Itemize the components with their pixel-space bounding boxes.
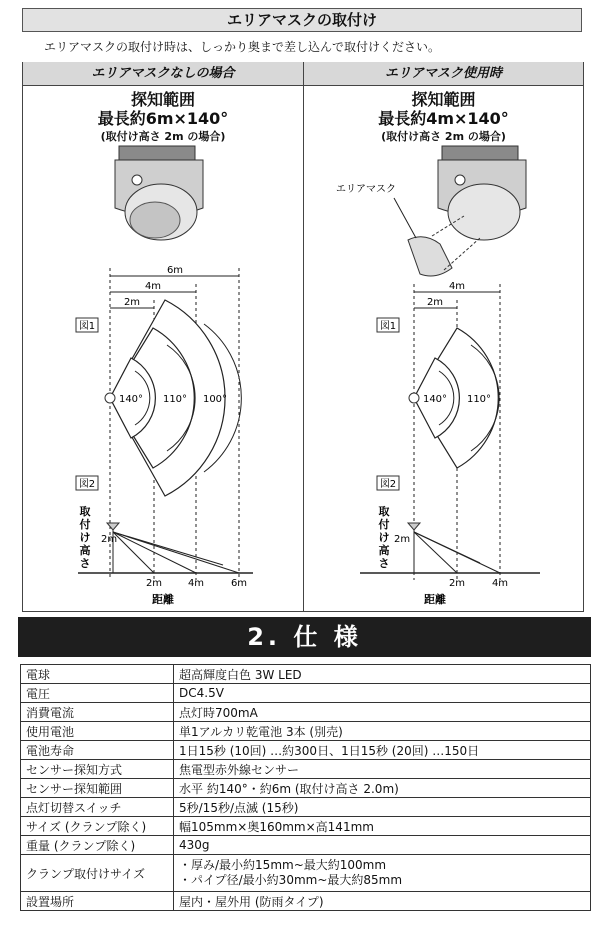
dim-6m: 6m	[166, 265, 184, 276]
svg-text:け: け	[378, 531, 390, 544]
right-detection-diagram	[304, 140, 583, 610]
panel-left-header: エリアマスクなしの場合	[23, 62, 303, 86]
spec-label: 消費電流	[21, 703, 174, 722]
left-range-note: (取付け高さ 2m の場合)	[100, 130, 226, 143]
angle-140: 140°	[118, 394, 144, 405]
specs-title: 2. 仕 様	[18, 617, 591, 657]
spec-row-battery	[21, 722, 591, 741]
sensor-origin-dot	[409, 393, 419, 403]
tick-2m: 2m	[448, 578, 466, 589]
spec-label: クランプ取付けサイズ	[21, 855, 174, 892]
angle-140: 140°	[422, 394, 448, 405]
spec-label: センサー探知範囲	[21, 779, 174, 798]
tick-4m: 4m	[491, 578, 509, 589]
svg-text:高: 高	[79, 544, 91, 557]
mask-label: エリアマスク	[336, 184, 396, 195]
dim-2m: 2m	[123, 297, 141, 308]
dim-4m: 4m	[144, 281, 162, 292]
spec-value: 点灯時700mA	[174, 703, 591, 722]
spec-value: 屋内・屋外用 (防雨タイプ)	[174, 892, 591, 911]
right-range-title-line1: 探知範囲	[411, 90, 476, 109]
spec-value	[174, 855, 591, 892]
angle-110: 110°	[466, 394, 492, 405]
specs-table	[20, 664, 591, 911]
spec-row-bulb	[21, 665, 591, 684]
sensor-origin-dot	[105, 393, 115, 403]
spec-row-current	[21, 703, 591, 722]
spec-label: 電圧	[21, 684, 174, 703]
panel-right-header: エリアマスク使用時	[304, 62, 583, 86]
dim-4m: 4m	[448, 281, 466, 292]
spec-row-clamp	[21, 855, 591, 892]
spec-label: センサー探知方式	[21, 760, 174, 779]
spec-label: 使用電池	[21, 722, 174, 741]
spec-label: サイズ (クランプ除く)	[21, 817, 174, 836]
svg-text:取: 取	[378, 505, 390, 518]
sensor-side-icon	[107, 523, 119, 530]
height-label	[80, 504, 92, 570]
right-range-title-line2: 最長約4m×140°	[378, 109, 509, 128]
left-detection-diagram	[23, 140, 303, 610]
spec-value: 水平 約140°・約6m (取付け高さ 2.0m)	[174, 779, 591, 798]
spec-row-weight	[21, 836, 591, 855]
angle-110: 110°	[162, 394, 188, 405]
tick-4m: 4m	[187, 578, 205, 589]
distance-label: 距離	[424, 593, 446, 606]
fig2-label: 図2	[379, 479, 397, 490]
spec-row-voltage	[21, 684, 591, 703]
fig2-label: 図2	[78, 479, 96, 490]
spec-row-switch	[21, 798, 591, 817]
tick-6m: 6m	[230, 578, 248, 589]
area-mask-part	[408, 237, 452, 276]
intro-text: エリアマスクの取付け時は、しっかり奥まで差し込んで取付けください。	[44, 40, 441, 54]
spec-value-line: ・厚み/最小約15mm~最大約100mm	[179, 858, 387, 872]
spec-row-sensor-type	[21, 760, 591, 779]
svg-text:高: 高	[378, 544, 390, 557]
spec-value: 焦電型赤外線センサー	[174, 760, 591, 779]
svg-text:さ: さ	[378, 557, 390, 570]
left-range-title-line1: 探知範囲	[130, 90, 195, 109]
height-value: 2m	[101, 534, 118, 545]
fig1-label: 図1	[78, 321, 96, 332]
section-title: エリアマスクの取付け	[22, 8, 582, 32]
spec-value-line: ・パイプ径/最小約30mm~最大約85mm	[179, 873, 403, 887]
spec-label: 点灯切替スイッチ	[21, 798, 174, 817]
spec-row-location	[21, 892, 591, 911]
spec-value: 1日15秒 (10回) …約300日、1日15秒 (20回) …150日	[174, 741, 591, 760]
sensor-light-with-mask-illustration	[408, 146, 526, 276]
spec-row-sensor-range	[21, 779, 591, 798]
left-range-title-line2: 最長約6m×140°	[97, 109, 229, 128]
distance-label: 距離	[152, 593, 174, 606]
right-range-note: (取付け高さ 2m の場合)	[381, 130, 506, 143]
svg-text:付: 付	[79, 518, 91, 531]
spec-label: 電池寿命	[21, 741, 174, 760]
fig1-label: 図1	[379, 321, 397, 332]
spec-value: DC4.5V	[174, 684, 591, 703]
spec-row-size	[21, 817, 591, 836]
spec-label: 電球	[21, 665, 174, 684]
sensor-light-illustration	[115, 146, 203, 240]
left-range-title	[23, 90, 303, 128]
svg-text:取: 取	[79, 505, 91, 518]
spec-value: 5秒/15秒/点滅 (15秒)	[174, 798, 591, 817]
spec-value: 単1アルカリ乾電池 3本 (別売)	[174, 722, 591, 741]
angle-100: 100°	[202, 394, 228, 405]
sensor-side-icon	[408, 523, 420, 530]
dim-2m: 2m	[426, 297, 444, 308]
spec-label: 設置場所	[21, 892, 174, 911]
tick-2m: 2m	[145, 578, 163, 589]
svg-text:け: け	[79, 531, 91, 544]
spec-label: 重量 (クランプ除く)	[21, 836, 174, 855]
spec-row-battery-life	[21, 741, 591, 760]
svg-text:さ: さ	[79, 557, 91, 570]
height-label	[379, 504, 391, 570]
spec-value: 幅105mm×奥160mm×高141mm	[174, 817, 591, 836]
right-range-title	[304, 90, 583, 128]
svg-text:付: 付	[378, 518, 390, 531]
spec-value: 430g	[174, 836, 591, 855]
spec-value: 超高輝度白色 3W LED	[174, 665, 591, 684]
height-value: 2m	[394, 534, 411, 545]
